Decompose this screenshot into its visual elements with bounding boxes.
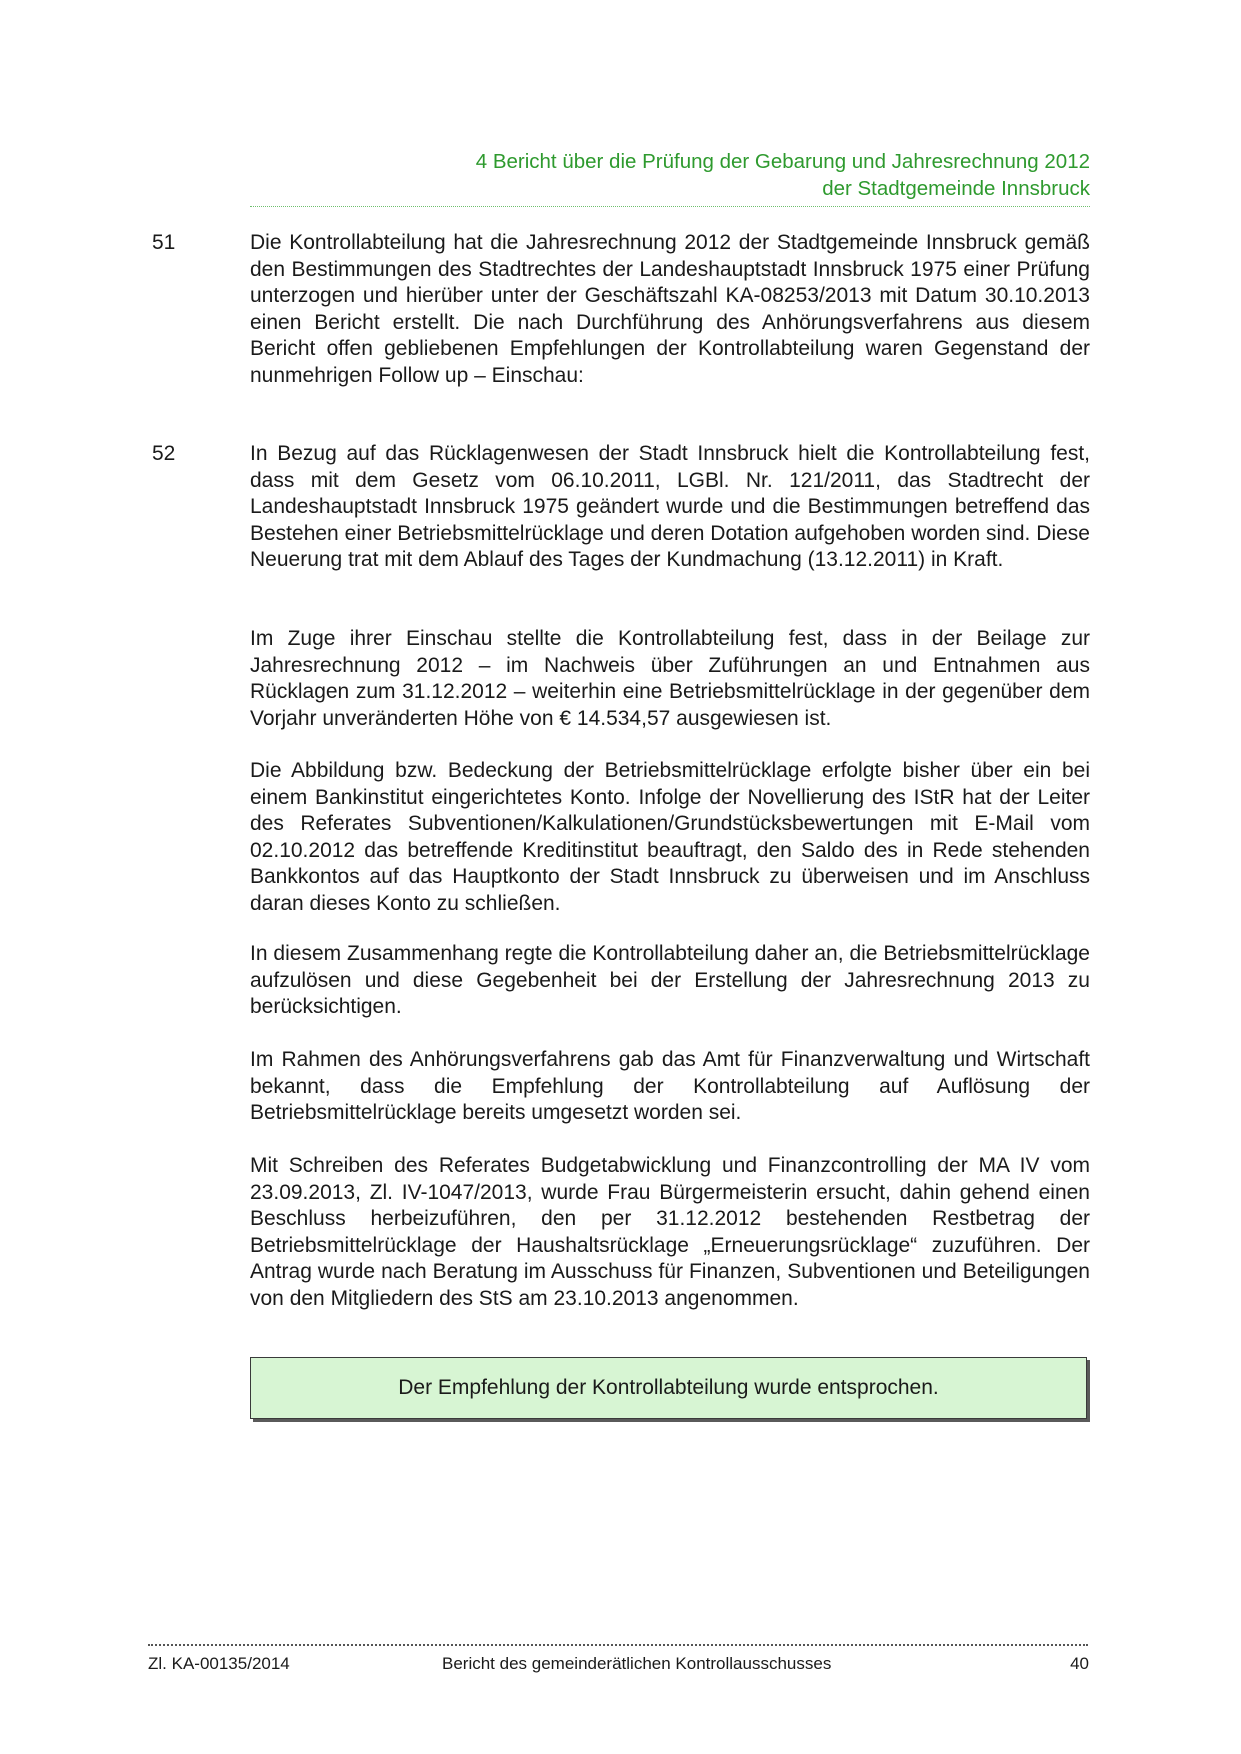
- section-51-paragraph-1: Die Kontrollabteilung hat die Jahresrechnung 2012 der Stadtgemeinde Innsbruck gemäß den Bestimmungen des Stadtrechtes der Landeshauptstadt Innsbruck 1975 einer Prüfung unterzogen und hierüber unter der Geschäftszahl KA-08253/2013 mit Datum 30.10.2013 einen Bericht erstellt. Die nach Durchführung des Anhörungsverfahrens aus diesem Bericht offen gebliebenen Empfehlungen der Kontrollabteilung waren Gegenstand der nunmehrigen Follow up – Einschau:: [250, 231, 1090, 387]
- header-divider: [250, 206, 1090, 207]
- section-52-paragraph-3: Die Abbildung bzw. Bedeckung der Betriebsmittelrücklage erfolgte bisher über ein bei einem Bankinstitut eingerichtetes Konto. Infolge der Novellierung des IStR hat der Leiter des Referates Subventionen/Kalkulationen/Grundstücksbewertungen mit E-Mail vom 02.10.2012 das betreffende Kreditinstitut beauftragt, den Saldo des in Rede stehenden Bankkontos auf das Hauptkonto der Stadt Innsbruck zu überweisen und im Anschluss daran dieses Konto zu schließen.: [250, 759, 1090, 915]
- page-header: [250, 148, 1090, 202]
- footer-title: Bericht des gemeinderätlichen Kontrollausschusses: [442, 1654, 832, 1673]
- footer-divider: [148, 1644, 1088, 1646]
- section-52-paragraph-5: Im Rahmen des Anhörungsverfahrens gab das Amt für Finanzverwaltung und Wirtschaft bekannt, dass die Empfehlung der Kontrollabteilung auf Auflösung der Betriebsmittelrücklage bereits umgesetzt worden sei.: [250, 1048, 1090, 1124]
- section-52-paragraph-6: Mit Schreiben des Referates Budgetabwicklung und Finanzcontrolling der MA IV vom 23.09.2013, Zl. IV-1047/2013, wurde Frau Bürgermeisterin ersucht, dahin gehend einen Beschluss herbeizuführen, den per 31.12.2012 bestehenden Restbetrag der Betriebsmittelrücklage der Haushaltsrücklage „Erneuerungsrücklage“ zuzuführen. Der Antrag wurde nach Beratung im Ausschuss für Finanzen, Subventionen und Beteiligungen von den Mitgliedern des StS am 23.10.2013 angenommen.: [250, 1154, 1090, 1310]
- recommendation-callout: [250, 1357, 1087, 1419]
- section-52-paragraph-4: In diesem Zusammenhang regte die Kontrollabteilung daher an, die Betriebsmittelrücklage aufzulösen und diese Gegebenheit bei der Erstellung der Jahresrechnung 2013 zu berücksichtigen.: [250, 942, 1090, 1018]
- page-number: 40: [1070, 1654, 1089, 1673]
- section-52-paragraph-1: In Bezug auf das Rücklagenwesen der Stadt Innsbruck hielt die Kontrollabteilung fest, dass mit dem Gesetz vom 06.10.2011, LGBl. Nr. 121/2011, das Stadtrecht der Landeshauptstadt Innsbruck 1975 geändert wurde und die Bestimmungen betreffend das Bestehen einer Betriebsmittelrücklage und deren Dotation aufgehoben worden sind. Diese Neuerung trat mit dem Ablauf des Tages der Kundmachung (13.12.2011) in Kraft.: [250, 442, 1090, 571]
- section-52-paragraph-2: Im Zuge ihrer Einschau stellte die Kontrollabteilung fest, dass in der Beilage zur Jahresrechnung 2012 – im Nachweis über Zuführungen an und Entnahmen aus Rücklagen zum 31.12.2012 – weiterhin eine Betriebsmittelrücklage in der gegenüber dem Vorjahr unveränderten Höhe von € 14.534,57 ausgewiesen ist.: [250, 627, 1090, 730]
- header-title-line1: 4 Bericht über die Prüfung der Gebarung und Jahresrechnung 2012: [475, 150, 1090, 173]
- section-number-51: 51: [152, 231, 176, 254]
- callout-text: Der Empfehlung der Kontrollabteilung wurde entsprochen.: [398, 1376, 939, 1399]
- header-title-line2: der Stadtgemeinde Innsbruck: [822, 177, 1090, 200]
- section-number-52: 52: [152, 442, 176, 465]
- footer-reference: Zl. KA-00135/2014: [148, 1654, 290, 1673]
